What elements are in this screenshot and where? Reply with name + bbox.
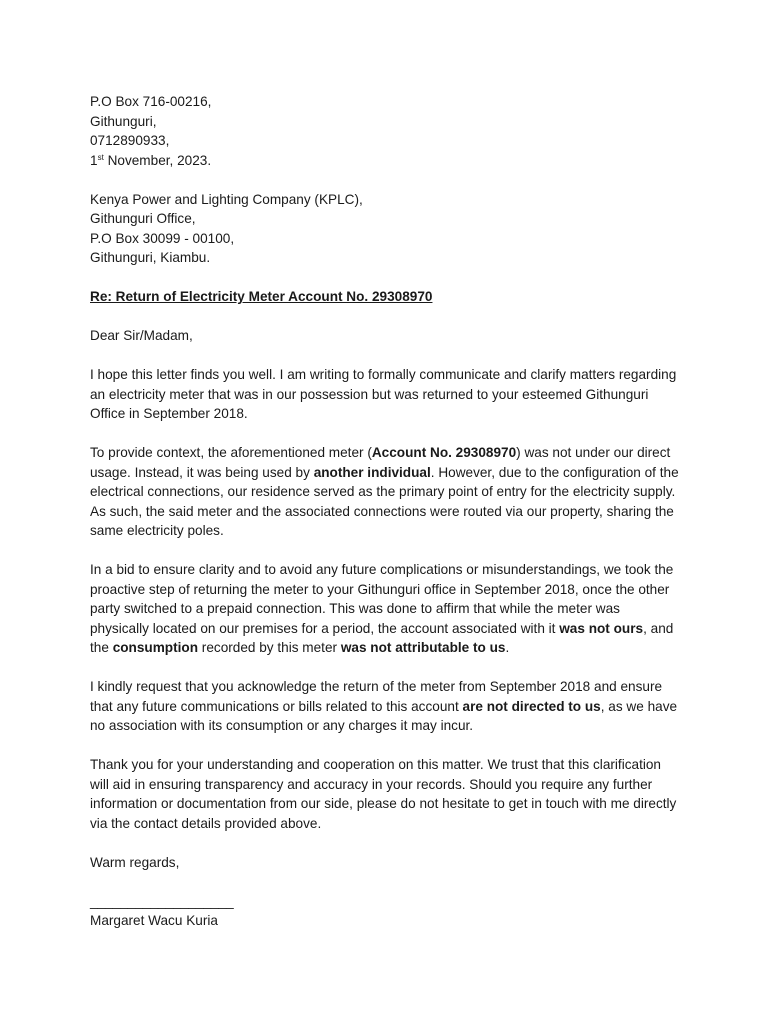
salutation: Dear Sir/Madam, [90,328,193,343]
paragraph-2-text-1: To provide context, the aforementioned meter ( [90,445,372,460]
paragraph-2-text-2: ) was not under our direct usage. Instead, it was being used by [90,445,671,480]
another-individual-bold: another individual [313,464,431,480]
closing: Warm regards, [90,854,180,870]
recipient-location: Githunguri, Kiambu. [90,250,211,265]
paragraph-3 [90,560,680,658]
paragraph-3-text-4: . [505,640,510,655]
letter-date [90,151,680,171]
consumption-bold: consumption [112,640,199,655]
signature-block [90,892,680,931]
date-suffix: st [97,152,104,162]
was-not-ours-bold: was not ours [559,620,644,636]
date-day: 1 [90,152,98,168]
sender-address [90,92,680,170]
paragraph-3-text-3: recorded by this meter [198,640,341,655]
recipient-office: Githunguri Office, [90,211,196,226]
paragraph-2-text-3: . However, due to the configuration of the electrical connections, our residence served as the primary point of entry for the electricity supply. As such, the said meter and the associated connections were routed via our property, sharing the same electricity poles. [90,464,679,538]
letter-body [90,92,680,931]
recipient-company: Kenya Power and Lighting Company (KPLC), [90,191,363,207]
paragraph-4-text-1: I kindly request that you acknowledge the return of the meter from September 2018 and ensure that any future communications or bills related to this account [90,679,663,714]
sender-po-box: P.O Box 716-00216, [90,94,212,109]
paragraph-4 [90,677,680,736]
paragraph-3-text-2: , and the [90,620,674,655]
paragraph-2 [90,443,680,541]
letter-subject: Re: Return of Electricity Meter Account No. 29308970 [90,289,433,304]
paragraph-5: Thank you for your understanding and cooperation on this matter. We trust that this clarification will aid in ensuring transparency and accuracy in your records. Should you require any further information or documentation from our side, please do not hesitate to get in touch with me directly via the contact details provided above. [90,757,677,831]
paragraph-4-text-2: , as we have no association with its consumption or any charges it may incur. [90,698,678,733]
sender-town: Githunguri, [90,113,157,129]
not-directed-bold: are not directed to us [462,698,601,714]
recipient-address [90,190,680,268]
recipient-po-box: P.O Box 30099 - 00100, [90,230,235,246]
date-rest: November, 2023. [103,152,212,168]
paragraph-3-text-1: In a bid to ensure clarity and to avoid any future complications or misunderstandings, we took the proactive step of returning the meter to your Githunguri office in September 2018, once the other party switched to a prepaid connection. This was done to affirm that while the meter was physically located on our premises for a period, the account associated with it [90,562,674,636]
paragraph-1: I hope this letter finds you well. I am writing to formally communicate and clarify matters regarding an electricity meter that was in our possession but was returned to your esteemed Githunguri Office in September 2018. [90,367,677,421]
not-attributable-bold: was not attributable to us [340,640,506,655]
signatory-name: Margaret Wacu Kuria [90,913,218,928]
account-number-bold: Account No. 29308970 [371,445,517,460]
sender-phone: 0712890933, [90,133,170,148]
signature-line: ___________________ [90,893,234,909]
